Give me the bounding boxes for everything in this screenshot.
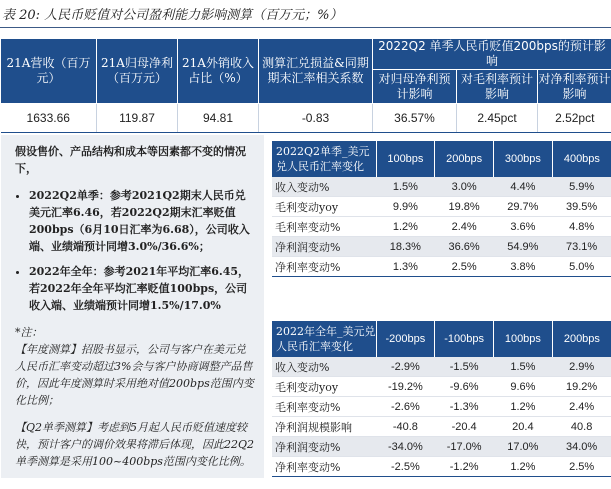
note-bullet-q2: • 2022Q2单季：参考2021Q2期末人民币兑美元汇率6.46，若2022Q2期末汇率贬值200bps（6月10日汇率为6.68），公司收入端、业绩端预计同增3.0%/36.6%；	[29, 187, 254, 255]
cell: 9.6%	[494, 377, 553, 397]
note-bullets	[15, 187, 254, 314]
header-net-profit: 21A归母净利（百万元）	[97, 39, 178, 104]
cell: 29.7%	[494, 197, 553, 217]
row-label: 收入变动%	[272, 357, 376, 377]
fy-col-header: -200bps	[376, 321, 435, 357]
table-row	[272, 457, 611, 477]
header-correlation: 测算汇兑损益&同期期末汇率相关系数	[259, 39, 373, 104]
row-label: 净利润变动%	[272, 437, 376, 457]
header-revenue: 21A营收（百万元）	[1, 39, 97, 104]
table-row	[272, 417, 611, 437]
header-impact-gross-margin: 对毛利率预计影响	[457, 70, 538, 104]
cell: 3.0%	[435, 177, 494, 197]
cell: 20.4	[494, 417, 553, 437]
cell: 1.2%	[494, 397, 553, 417]
table-row	[272, 437, 611, 457]
table-row	[272, 177, 611, 197]
q2-col-header: 200bps	[435, 141, 494, 177]
row-label: 毛利率变动%	[272, 397, 376, 417]
cell: 2.9%	[552, 357, 611, 377]
q2-col-header: 300bps	[494, 141, 553, 177]
table-row	[272, 257, 611, 277]
summary-table	[0, 38, 611, 133]
cell: 1.2%	[376, 217, 435, 237]
cell: -2.6%	[376, 397, 435, 417]
fy-table-label: 2022年全年_美元兑人民币汇率变化	[272, 321, 376, 357]
q2-table-label: 2022Q2单季_美元兑人民币汇率变化	[272, 141, 376, 177]
cell: -9.6%	[435, 377, 494, 397]
cell: 73.1%	[552, 237, 611, 257]
cell: -2.5%	[376, 457, 435, 477]
note-q2-method: 【Q2单季测算】考虑到5月起人民币贬值速度较快，预计客户的调价效果将滞后体现，因此22Q2单季测算是采用100~400bps范围内变化比例。	[15, 421, 255, 468]
row-label: 净利率变动%	[272, 257, 376, 277]
cell: 19.2%	[552, 377, 611, 397]
cell-correlation: -0.83	[259, 104, 373, 133]
cell: 2.4%	[435, 217, 494, 237]
cell: 34.0%	[552, 437, 611, 457]
cell: 18.3%	[376, 237, 435, 257]
row-label: 收入变动%	[272, 177, 376, 197]
cell: 2.5%	[435, 257, 494, 277]
fy-col-header: 200bps	[552, 321, 611, 357]
cell: -34.0%	[376, 437, 435, 457]
cell: -20.4	[435, 417, 494, 437]
note-intro: 假设售价、产品结构和成本等因素都不变的情况下，	[15, 145, 246, 175]
cell: -1.2%	[435, 457, 494, 477]
cell: 1.3%	[376, 257, 435, 277]
table-row	[272, 357, 611, 377]
note-asterisk: *注：	[15, 326, 43, 339]
full-year-sensitivity-table	[272, 321, 611, 477]
fy-col-header: -100bps	[435, 321, 494, 357]
cell: 17.0%	[494, 437, 553, 457]
cell: 4.4%	[494, 177, 553, 197]
cell: 2.5%	[552, 457, 611, 477]
cell: -40.8	[376, 417, 435, 437]
cell: 54.9%	[494, 237, 553, 257]
cell-export-share: 94.81	[178, 104, 259, 133]
cell: 2.4%	[552, 397, 611, 417]
cell-net-profit: 119.87	[97, 104, 178, 133]
table-title: 表 20: 人民币贬值对公司盈利能力影响测算（百万元；%）	[2, 8, 343, 23]
q2-col-header: 400bps	[552, 141, 611, 177]
cell: -2.9%	[376, 357, 435, 377]
cell: -17.0%	[435, 437, 494, 457]
row-label: 净利润规模影响	[272, 417, 376, 437]
cell: 3.8%	[494, 257, 553, 277]
header-group-q2-impact: 2022Q2 单季人民币贬值200bps的预计影响	[373, 39, 611, 70]
cell: 39.5%	[552, 197, 611, 217]
table-row	[1, 104, 611, 133]
q2-sensitivity-table	[272, 141, 611, 277]
cell: 5.0%	[552, 257, 611, 277]
note-annual-method: 【年度测算】招股书显示，公司与客户在美元兑人民币汇率变动超过3%会与客户协商调整产品售价，因此年度测算时采用绝对值200bps范围内变化比例；	[15, 343, 254, 407]
cell: -1.3%	[435, 397, 494, 417]
cell: 1.5%	[376, 177, 435, 197]
row-label: 毛利变动yoy	[272, 377, 376, 397]
header-impact-net-profit: 对归母净利预计影响	[373, 70, 457, 104]
q2-col-header: 100bps	[376, 141, 435, 177]
cell-impact-net-profit: 36.57%	[373, 104, 457, 133]
cell-revenue: 1633.66	[1, 104, 97, 133]
table-row	[272, 197, 611, 217]
cell: -1.5%	[435, 357, 494, 377]
title-divider	[0, 27, 611, 28]
cell: 9.9%	[376, 197, 435, 217]
header-export-share: 21A外销收入占比（%）	[178, 39, 259, 104]
row-label: 毛利率变动%	[272, 217, 376, 237]
table-row	[272, 397, 611, 417]
table-row	[272, 377, 611, 397]
cell-impact-gross-margin: 2.45pct	[457, 104, 538, 133]
header-impact-net-margin: 对净利率预计影响	[538, 70, 611, 104]
cell: 1.2%	[494, 457, 553, 477]
row-label: 净利率变动%	[272, 457, 376, 477]
cell: -19.2%	[376, 377, 435, 397]
fy-col-header: 100bps	[494, 321, 553, 357]
cell-impact-net-margin: 2.52pct	[538, 104, 611, 133]
cell: 19.8%	[435, 197, 494, 217]
cell: 36.6%	[435, 237, 494, 257]
assumption-note	[1, 135, 264, 478]
cell: 4.8%	[552, 217, 611, 237]
row-label: 净利润变动%	[272, 237, 376, 257]
table-row	[272, 217, 611, 237]
note-bullet-full-year: • 2022年全年：参考2021年平均汇率6.45，若2022年全年平均汇率贬值100bps，公司收入端、业绩端预计同增1.5%/17.0%	[29, 263, 254, 314]
cell: 1.5%	[494, 357, 553, 377]
cell: 40.8	[552, 417, 611, 437]
table-row	[272, 237, 611, 257]
row-label: 毛利变动yoy	[272, 197, 376, 217]
cell: 5.9%	[552, 177, 611, 197]
cell: 3.6%	[494, 217, 553, 237]
